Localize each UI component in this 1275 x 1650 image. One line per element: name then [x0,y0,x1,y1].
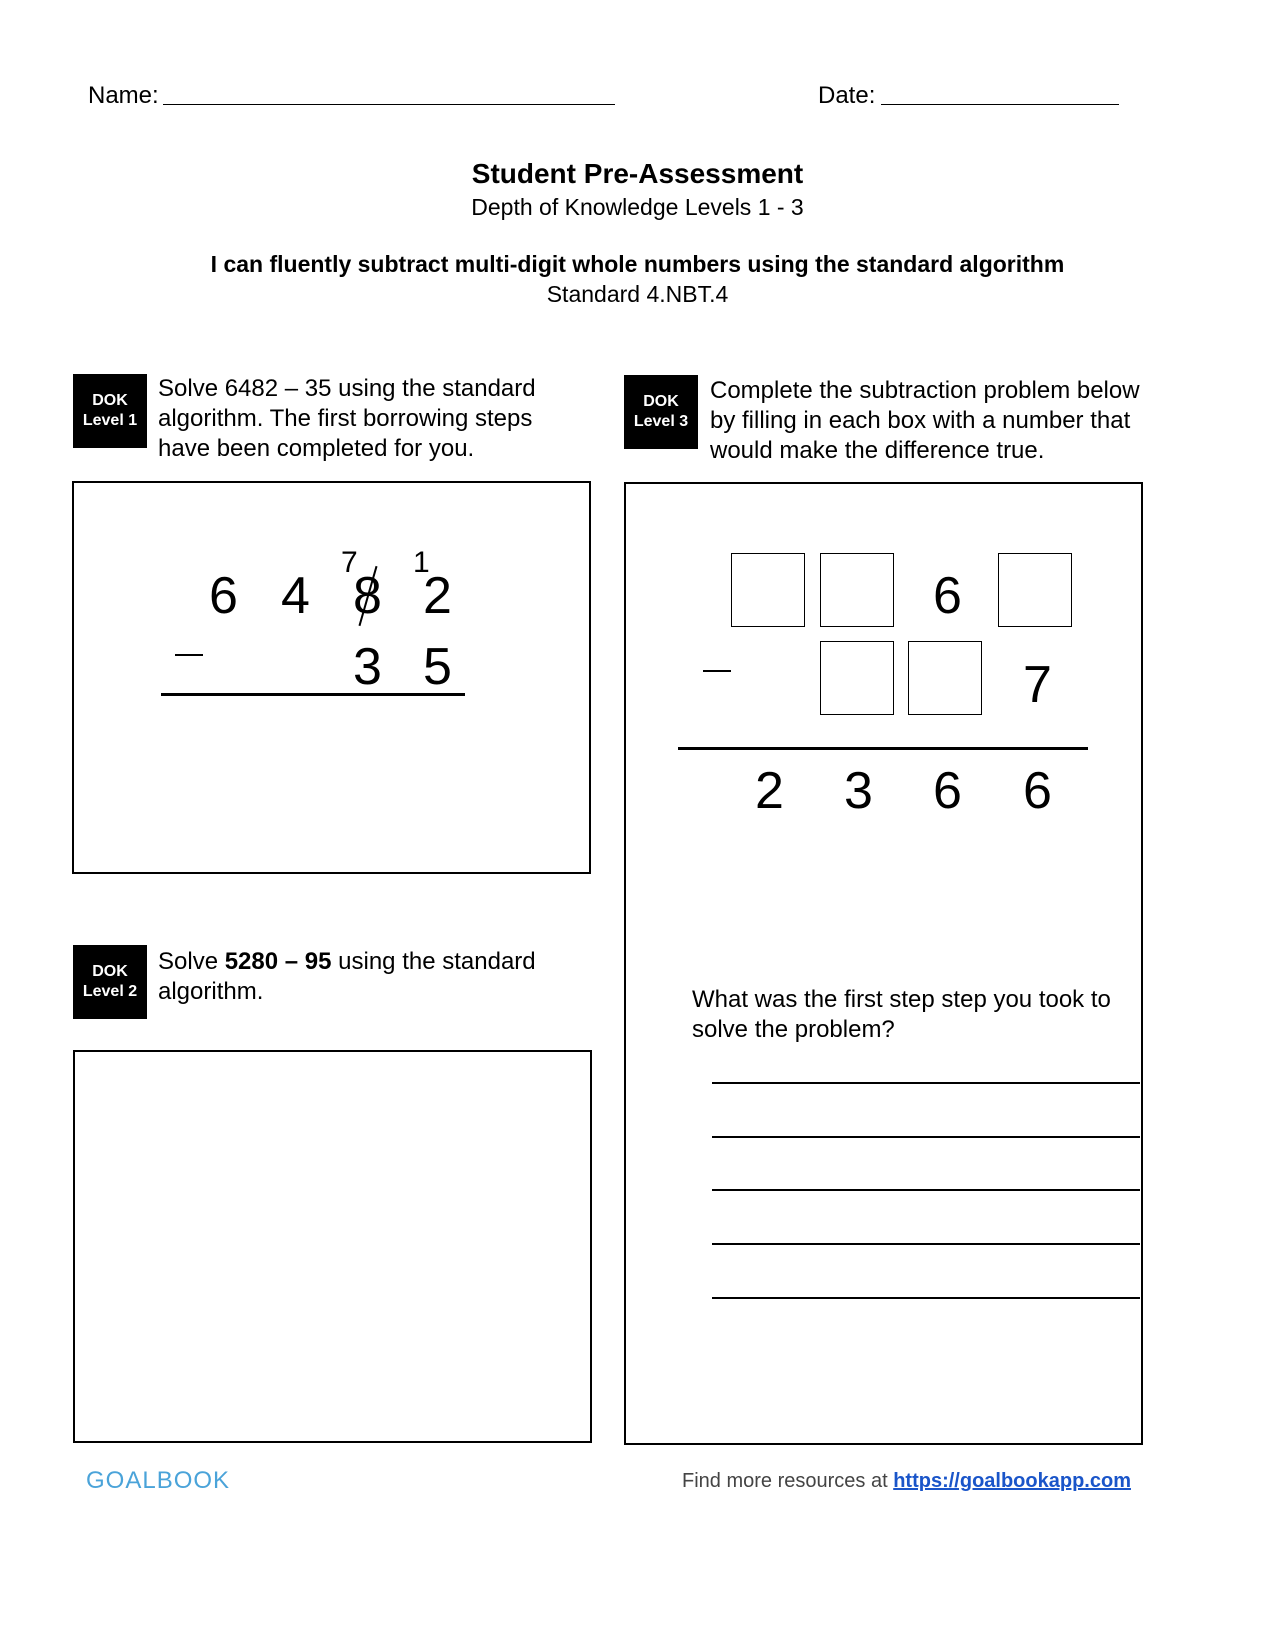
q3-answer-digit: 2 [755,762,784,820]
name-label: Name: [88,82,159,109]
q1-top-digit: 6 [209,567,238,625]
answer-box[interactable] [820,553,894,627]
learning-objective: I can fluently subtract multi-digit whole numbers using the standard algorithm [210,251,1065,277]
q2-work-box[interactable] [73,1050,592,1443]
writing-line[interactable] [712,1243,1140,1245]
q3-known-digit: 6 [933,567,962,625]
q3-answer-digit: 3 [844,762,873,820]
standard-code: Standard 4.NBT.4 [546,281,729,307]
footer-resources [682,1470,1131,1493]
date-field-line[interactable] [881,104,1119,105]
writing-line[interactable] [712,1136,1140,1138]
q1-sum-line [161,693,465,696]
dok-level-2-badge [73,945,147,1019]
q2-prompt [158,947,578,1007]
badge-dok-text: DOK [92,963,128,980]
badge-dok-text: DOK [92,392,128,409]
page-subtitle: Depth of Knowledge Levels 1 - 3 [471,194,804,220]
q1-work-box[interactable] [72,481,591,874]
q3-prompt: Complete the subtraction problem below by filling in each box with a number that would make the difference true. [710,377,1140,464]
answer-box[interactable] [820,641,894,715]
badge-level-text: Level 2 [82,983,138,1000]
badge-dok-text: DOK [643,393,679,410]
name-field-line[interactable] [163,104,615,105]
q3-answer-digit: 6 [933,762,962,820]
q1-bottom-digit: 3 [353,638,382,696]
q3-known-digit: 7 [1023,656,1052,714]
q3-followup-question: What was the first step step you took to solve the problem? [692,986,1111,1043]
q1-top-digit: 4 [281,567,310,625]
q3-sum-line [678,747,1088,750]
q2-prompt-prefix: Solve [158,948,225,975]
answer-box[interactable] [731,553,805,627]
goalbook-logo: GOALBOOK [86,1467,231,1494]
writing-line[interactable] [712,1082,1140,1084]
q1-top-digit: 2 [423,567,452,625]
q1-prompt: Solve 6482 – 35 using the standard algorithm. The first borrowing steps have been completed for you. [158,375,536,462]
dok-level-3-badge [624,375,698,449]
footer-text: Find more resources at [682,1470,894,1492]
borrow-mark-1: 1 [413,546,430,579]
writing-line[interactable] [712,1189,1140,1191]
badge-level-text: Level 3 [633,413,689,430]
badge-level-text: Level 1 [82,412,138,429]
minus-sign [703,670,731,672]
q3-answer-digit: 6 [1023,762,1052,820]
date-label: Date: [818,82,876,109]
q1-top-digit-crossed: 8 [353,567,382,625]
answer-box[interactable] [998,553,1072,627]
page-title: Student Pre-Assessment [471,158,804,189]
answer-box[interactable] [908,641,982,715]
writing-line[interactable] [712,1297,1140,1299]
dok-level-1-badge [73,374,147,448]
borrow-mark-7: 7 [341,546,358,579]
q1-bottom-digit: 5 [423,638,452,696]
q2-prompt-suffix: using the standard algorithm. [158,948,536,1005]
goalbook-link[interactable]: https://goalbookapp.com [893,1470,1131,1492]
q2-problem: 5280 – 95 [224,948,332,975]
minus-sign [175,654,203,656]
